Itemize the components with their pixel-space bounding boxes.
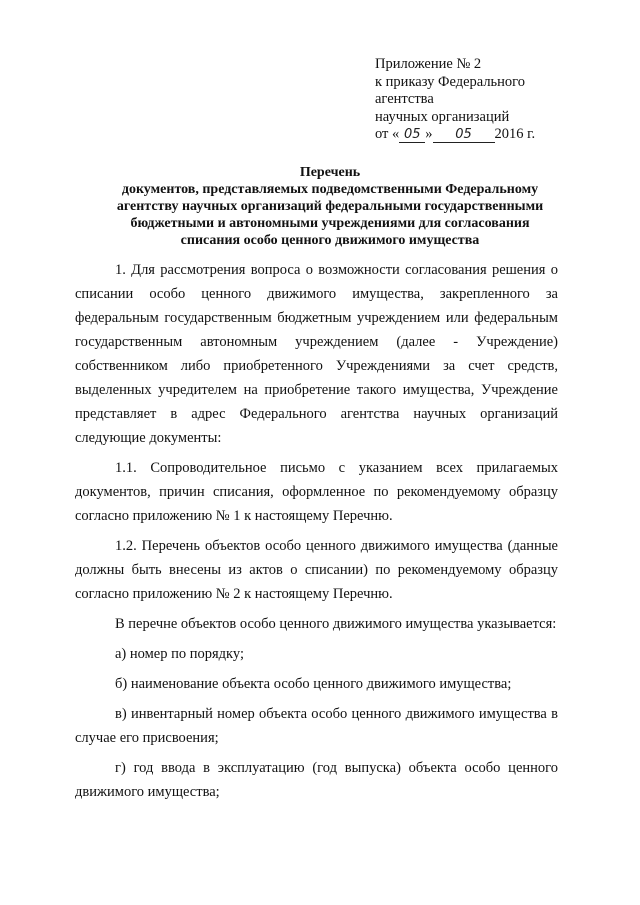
paragraph-1-2: 1.2. Перечень объектов особо ценного движимого имущества (данные должны быть внесены из актов о списании) по рекомендуемому образцу согласно приложению № 2 к настоящему Перечню. bbox=[75, 538, 558, 602]
appendix-block bbox=[375, 56, 535, 144]
list-item-a: а) номер по порядку; bbox=[115, 646, 244, 662]
title-line-2: документов, представляемых подведомственными Федеральному bbox=[121, 182, 539, 197]
appendix-date bbox=[375, 126, 535, 144]
list-item-g: г) год ввода в эксплуатацию (год выпуска) объекта особо ценного движимого имущества; bbox=[75, 760, 558, 800]
list-item-b: б) наименование объекта особо ценного движимого имущества; bbox=[115, 676, 512, 692]
appendix-agency: агентства bbox=[375, 91, 434, 107]
date-day-handwritten: 05 bbox=[399, 128, 425, 143]
document-title bbox=[70, 164, 590, 249]
appendix-number: Приложение № 2 bbox=[375, 56, 482, 72]
paragraph-1-1: 1.1. Сопроводительное письмо с указанием всех прилагаемых документов, причин списания, оформленное по рекомендуемому образцу согласно приложению № 1 к настоящему Перечню. bbox=[75, 460, 558, 524]
title-line-3: агентству научных организаций федеральными государственными bbox=[116, 199, 544, 214]
title-line-5: списания особо ценного движимого имущества bbox=[180, 233, 480, 248]
document-body bbox=[75, 258, 558, 810]
title-line-1: Перечень bbox=[299, 165, 361, 180]
paragraph-list-intro: В перечне объектов особо ценного движимого имущества указывается: bbox=[115, 616, 557, 632]
title-line-4: бюджетными и автономными учреждениями для согласования bbox=[130, 216, 530, 231]
date-month-handwritten: 05 bbox=[433, 128, 495, 143]
list-item-v: в) инвентарный номер объекта особо ценного движимого имущества в случае его присвоения; bbox=[75, 706, 558, 746]
paragraph-1: 1. Для рассмотрения вопроса о возможности согласования решения о списании особо ценного движимого имущества, закрепленного за федеральным государственным бюджетным учреждением или федеральным государственным автономным учреждением (далее - Учреждение) собственником либо приобретенного Учреждениями за счет средств, выделенных учредителем на приобретение такого имущества, Учреждение представляет в адрес Федерального агентства научных организаций следующие документы: bbox=[75, 262, 558, 446]
date-year: 2016 г. bbox=[494, 126, 536, 142]
date-prefix: от « bbox=[375, 126, 400, 142]
appendix-order-ref: к приказу Федерального bbox=[375, 73, 526, 90]
appendix-organizations: научных организаций bbox=[375, 108, 510, 125]
date-separator: » bbox=[425, 126, 433, 142]
